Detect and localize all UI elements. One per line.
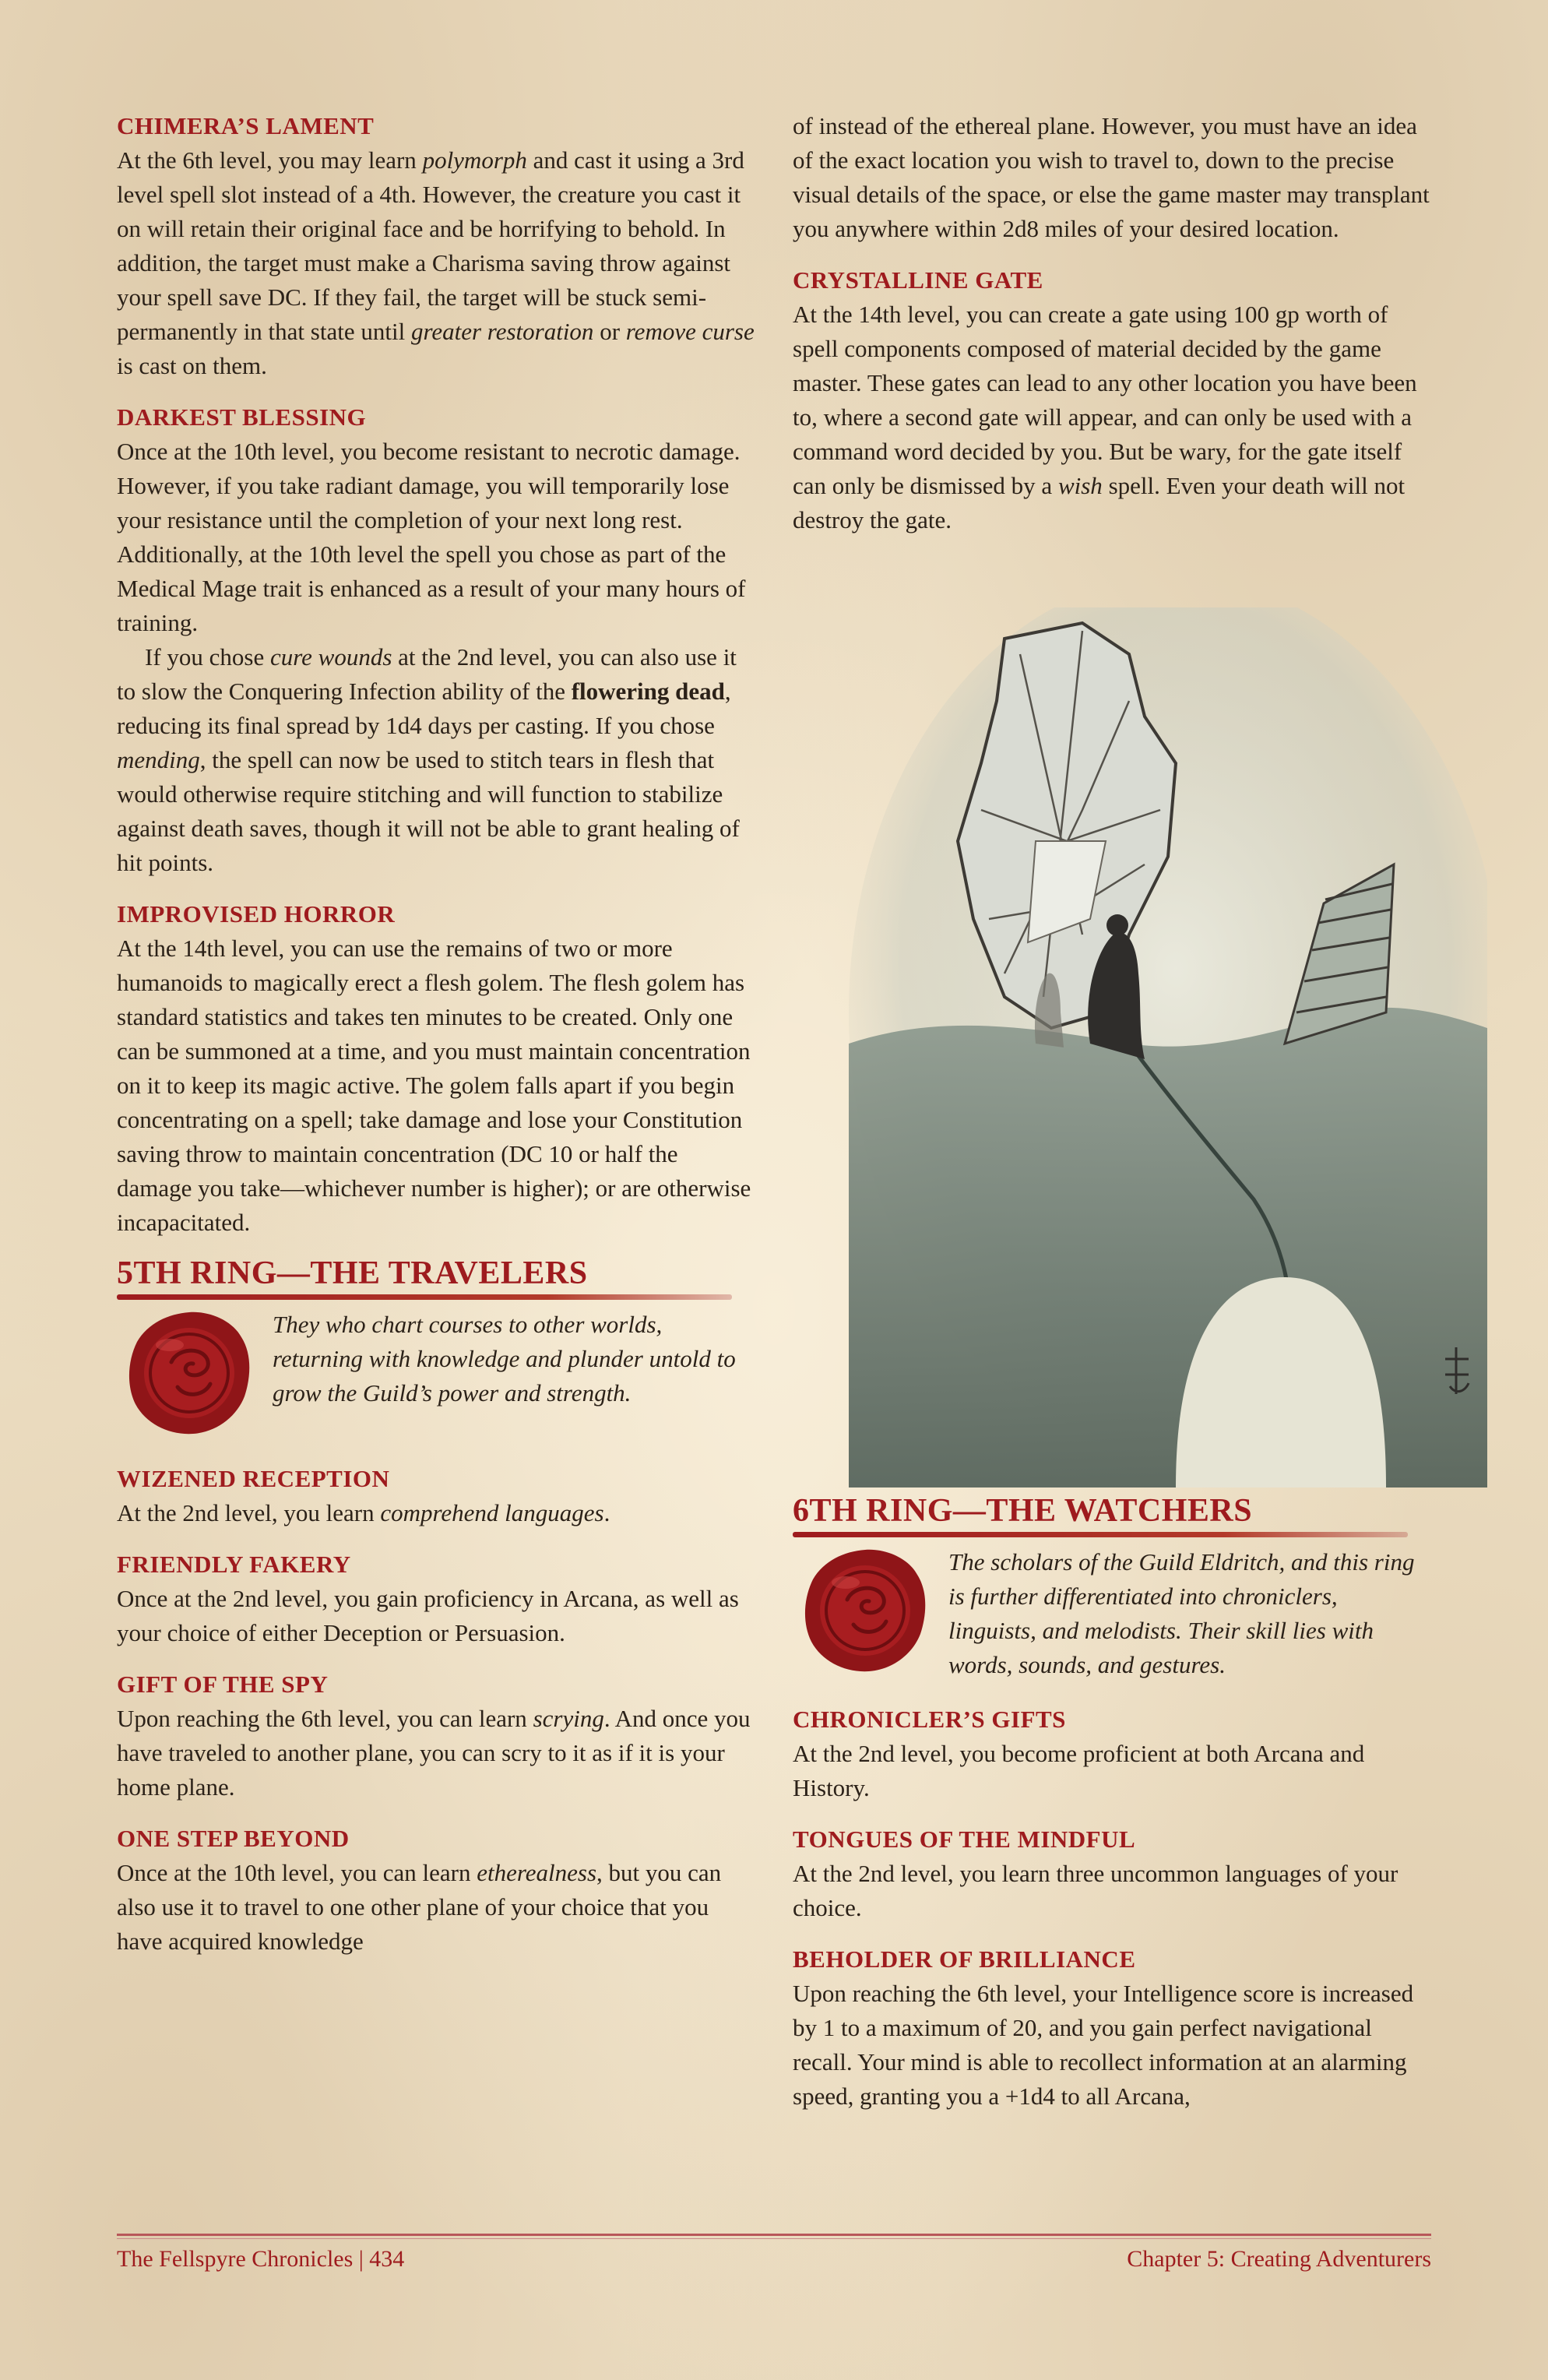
paragraph-gift-of-the-spy: Upon reaching the 6th level, you can learn scrying. And once you have traveled to another plane, you can scry to it as if it is your home plane.	[117, 1705, 751, 1801]
footer-rule	[117, 2234, 1431, 2236]
footer-chapter: Chapter 5: Creating Adventurers	[1127, 2246, 1431, 2272]
heading-one-step-beyond: ONE STEP BEYOND	[117, 1825, 350, 1852]
heading-tongues-of-the-mindful: TONGUES OF THE MINDFUL	[793, 1825, 1136, 1853]
paragraph-beholder-of-brilliance: Upon reaching the 6th level, your Intelligence score is increased by 1 to a maximum of 20, and you gain perfect navigational recall. Your mind is able to recollect information at an alarming speed, granting you a +1d4 to all Arcana,	[793, 1980, 1414, 2110]
footer-book-page: The Fellspyre Chronicles | 434	[117, 2246, 405, 2272]
paragraph-darkest-blessing-2: If you chose cure wounds at the 2nd level, you can also use it to slow the Conquering Infection ability of the flowering dead, reducing its final spread by 1d4 days per casting. If you chose mending, the spell can now be used to stitch tears in flesh that would otherwise require stitching and will function to stabilize against death saves, though it will not be able to grant healing of hit points.	[117, 643, 740, 876]
paragraph-one-step-beyond-cont: of instead of the ethereal plane. However, you must have an idea of the exact location you wish to travel to, down to the precise visual details of the space, or else the game master may transplant you anywhere within 2d8 miles of your desired location.	[793, 112, 1430, 242]
ring6-rule	[793, 1532, 1408, 1537]
footer-book-title: The Fellspyre Chronicles	[117, 2246, 354, 2272]
heading-chroniclers-gifts: CHRONICLER’S GIFTS	[793, 1706, 1066, 1733]
heading-beholder-of-brilliance: BEHOLDER OF BRILLIANCE	[793, 1945, 1136, 1973]
heading-wizened-reception: WIZENED RECEPTION	[117, 1465, 390, 1492]
heading-darkest-blessing: DARKEST BLESSING	[117, 403, 367, 431]
ring6-section	[793, 1491, 1431, 2114]
ring5-rule	[117, 1294, 732, 1300]
wax-seal-icon	[123, 1306, 255, 1438]
heading-improvised-horror: IMPROVISED HORROR	[117, 900, 396, 928]
ring5-intro: They who chart courses to other worlds, returning with knowledge and plunder untold to grow the Guild’s power and strength.	[273, 1311, 736, 1407]
paragraph-crystalline-gate: At the 14th level, you can create a gate using 100 gp worth of spell components composed of material decided by the game master. These gates can lead to any other location you have been to, where a second gate will appear, and can only be used with a command word decided by you. But be wary, for the gate itself can only be dismissed by a wish spell. Even your death will not destroy the gate.	[793, 301, 1417, 533]
paragraph-chimeras-lament: At the 6th level, you may learn polymorph and cast it using a 3rd level spell slot instead of a 4th. However, the creature you cast it on will retain their original face and be horrifying to behold. In addition, the target must make a Charisma saving throw against your spell save DC. If they fail, the target will be stuck semi-permanently in that state until greater restoration or remove curse is cast on them.	[117, 146, 755, 379]
paragraph-friendly-fakery: Once at the 2nd level, you gain proficiency in Arcana, as well as your choice of either Deception or Persuasion.	[117, 1585, 739, 1646]
footer-rule-thin	[117, 2238, 1431, 2239]
heading-5th-ring: 5TH RING—THE TRAVELERS	[117, 1255, 588, 1291]
paragraph-chroniclers-gifts: At the 2nd level, you become proficient at both Arcana and History.	[793, 1740, 1365, 1801]
heading-crystalline-gate: CRYSTALLINE GATE	[793, 266, 1043, 294]
left-column	[117, 109, 755, 1959]
heading-6th-ring: 6TH RING—THE WATCHERS	[793, 1493, 1253, 1529]
paragraph-one-step-beyond: Once at the 10th level, you can learn etherealness, but you can also use it to travel to one other plane of your choice that you have acquired knowledge	[117, 1859, 722, 1955]
wax-seal-icon	[799, 1544, 931, 1676]
paragraph-wizened-reception: At the 2nd level, you learn comprehend languages.	[117, 1499, 610, 1526]
right-column	[793, 109, 1431, 537]
heading-gift-of-the-spy: GIFT OF THE SPY	[117, 1671, 329, 1698]
heading-friendly-fakery: FRIENDLY FAKERY	[117, 1551, 351, 1578]
paragraph-darkest-blessing: Once at the 10th level, you become resistant to necrotic damage. However, if you take radiant damage, you will temporarily lose your resistance until the completion of your next long rest. Additionally, at the 10th level the spell you chose as part of the Medical Mage trait is enhanced as a result of your many hours of training.	[117, 438, 746, 636]
paragraph-tongues-of-the-mindful: At the 2nd level, you learn three uncommon languages of your choice.	[793, 1860, 1398, 1921]
page-number: 434	[369, 2246, 405, 2272]
heading-chimeras-lament: CHIMERA’S LAMENT	[117, 112, 375, 139]
paragraph-improvised-horror: At the 14th level, you can use the remains of two or more humanoids to magically erect a flesh golem. The flesh golem has standard statistics and takes ten minutes to be created. Only one can be summoned at a time, and you must maintain concentration on it to keep its magic active. The golem falls apart if you begin concentrating on a spell; take damage and lose your Constitution saving throw to maintain concentration (DC 10 or half the damage you take—whichever number is higher); or are otherwise incapacitated.	[117, 935, 751, 1236]
ring5-section	[117, 1254, 755, 1438]
crystal-gate-illustration	[849, 607, 1487, 1488]
ring6-intro: The scholars of the Guild Eldritch, and this ring is further differentiated into chroniclers, linguists, and melodists. Their skill lies with words, sounds, and gestures.	[948, 1548, 1415, 1678]
